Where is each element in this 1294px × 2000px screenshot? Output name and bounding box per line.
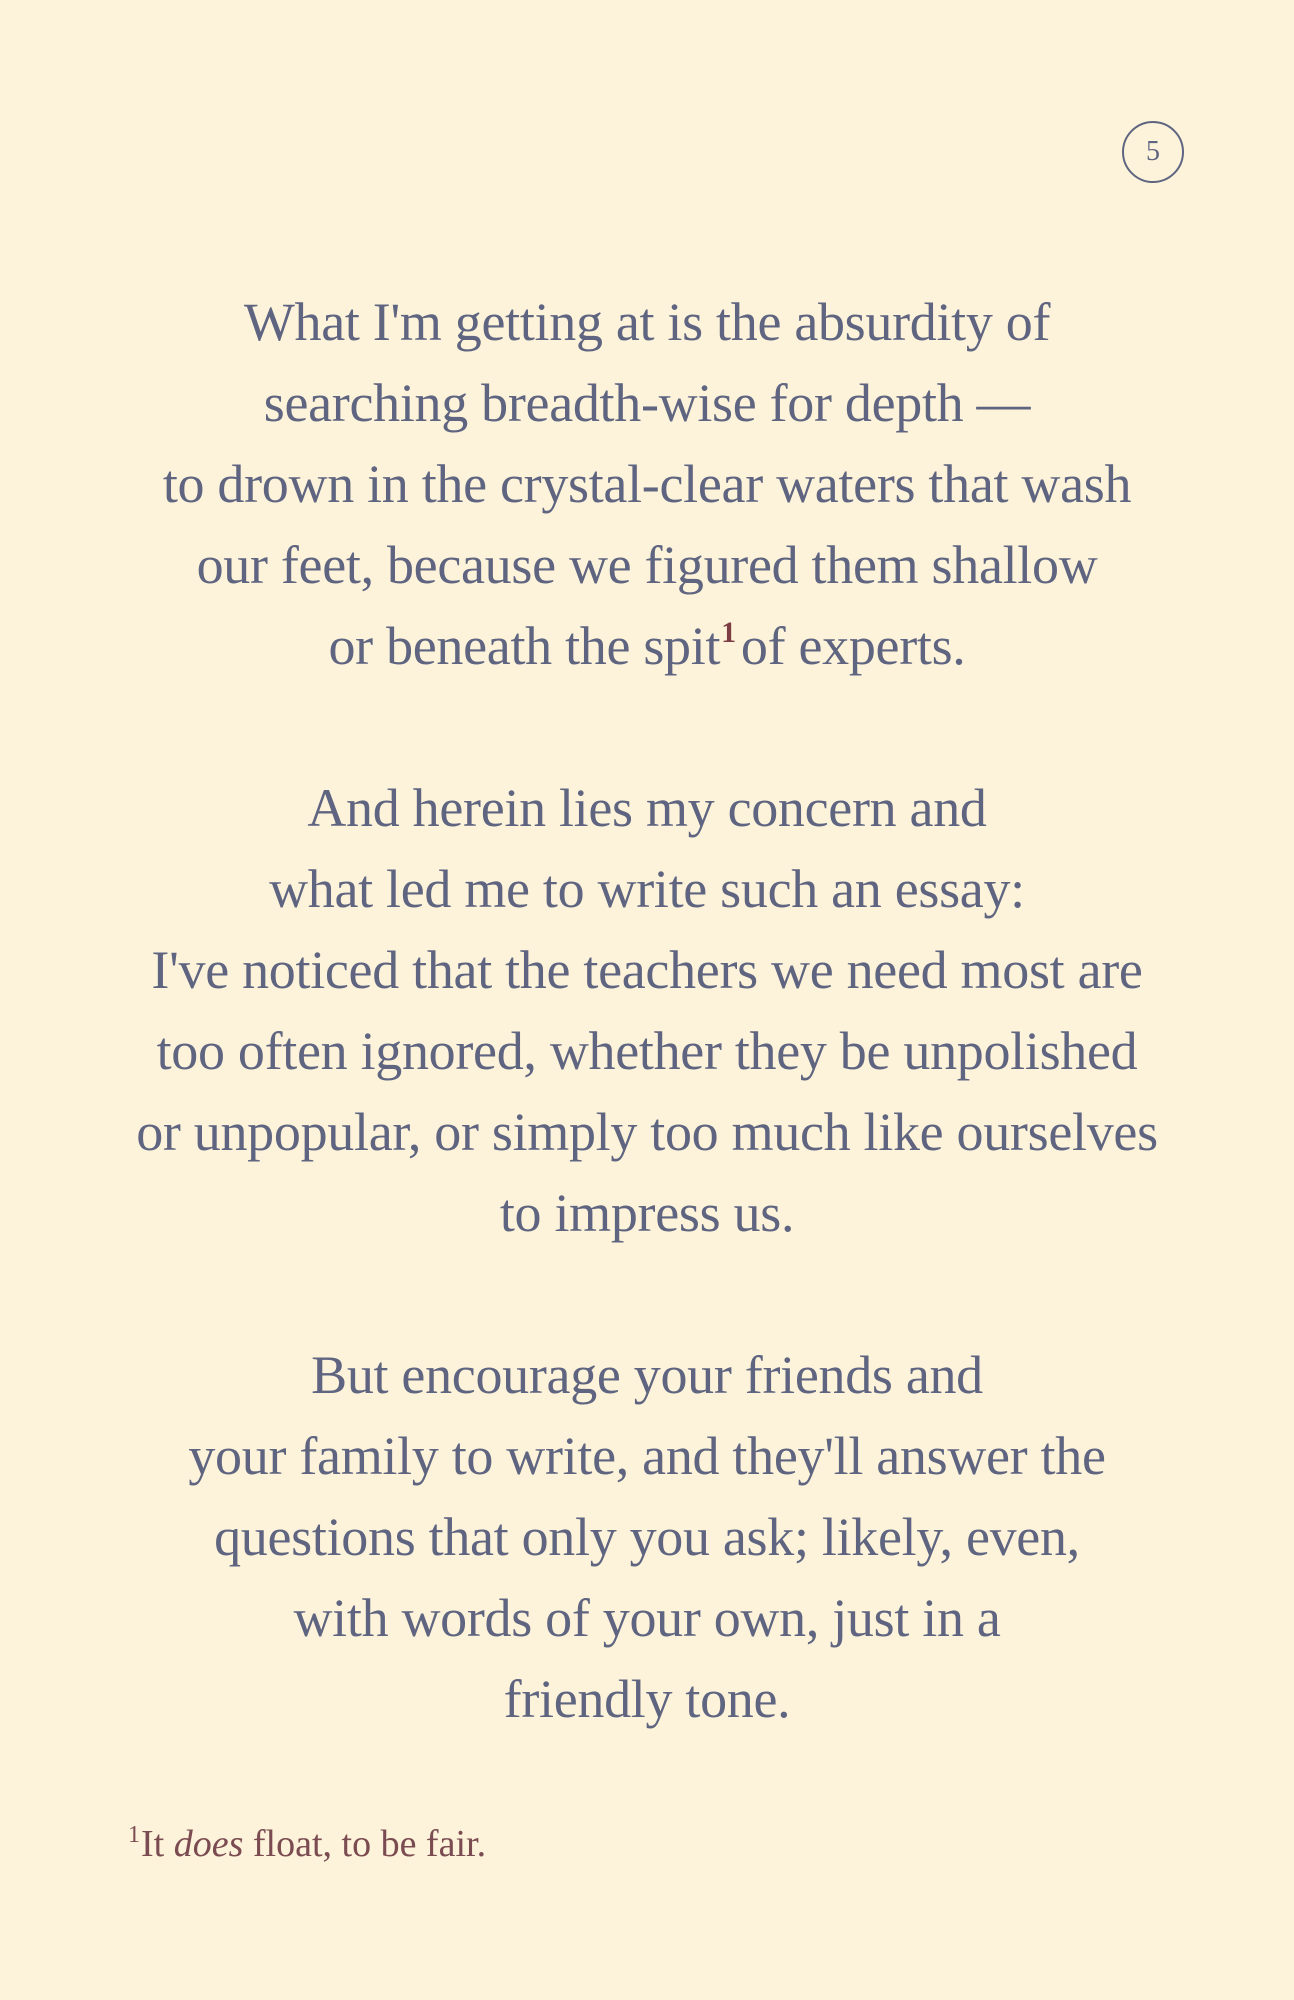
page-number: 5: [1146, 136, 1160, 167]
paragraph-1: [60, 282, 1234, 687]
paragraph-line: to drown in the crystal-clear waters that wash: [162, 454, 1132, 514]
paragraph-line: friendly tone.: [503, 1669, 791, 1729]
paragraph-line: what led me to write such an essay:: [269, 859, 1025, 919]
line-text-after-footnote: of experts.: [740, 616, 966, 676]
paragraph-line: with words of your own, just in a: [293, 1588, 1001, 1648]
paragraph-line: searching breadth-wise for depth —: [263, 373, 1031, 433]
paragraph-line: your family to write, and they'll answer the: [188, 1426, 1106, 1486]
paragraph-line: I've noticed that the teachers we need most are: [151, 940, 1143, 1000]
line-text-before-footnote: or beneath the spit: [328, 616, 721, 676]
paragraph-line: too often ignored, whether they be unpolished: [156, 1021, 1138, 1081]
paragraph-line: questions that only you ask; likely, even,: [214, 1507, 1080, 1567]
footnote-text-before: It: [141, 1823, 174, 1865]
footnote-reference[interactable]: 1: [721, 616, 736, 649]
paragraph-line: or unpopular, or simply too much like ourselves: [136, 1102, 1158, 1162]
page-number-badge: [1122, 121, 1184, 183]
paragraph-line: our feet, because we figured them shallow: [196, 535, 1098, 595]
footnote-number: 1: [128, 1822, 140, 1848]
footnote-text-after: float, to be fair.: [243, 1823, 487, 1865]
footnote-emphasis: does: [173, 1823, 244, 1865]
footnote: [128, 1816, 486, 1872]
paragraph-3: [60, 1335, 1234, 1740]
paragraph-line: [60, 606, 1234, 687]
paragraph-line: And herein lies my concern and: [307, 778, 987, 838]
paragraph-2: [60, 768, 1234, 1254]
paragraph-line: What I'm getting at is the absurdity of: [243, 292, 1051, 352]
paragraph-line: But encourage your friends and: [311, 1345, 983, 1405]
paragraph-line: to impress us.: [499, 1183, 795, 1243]
